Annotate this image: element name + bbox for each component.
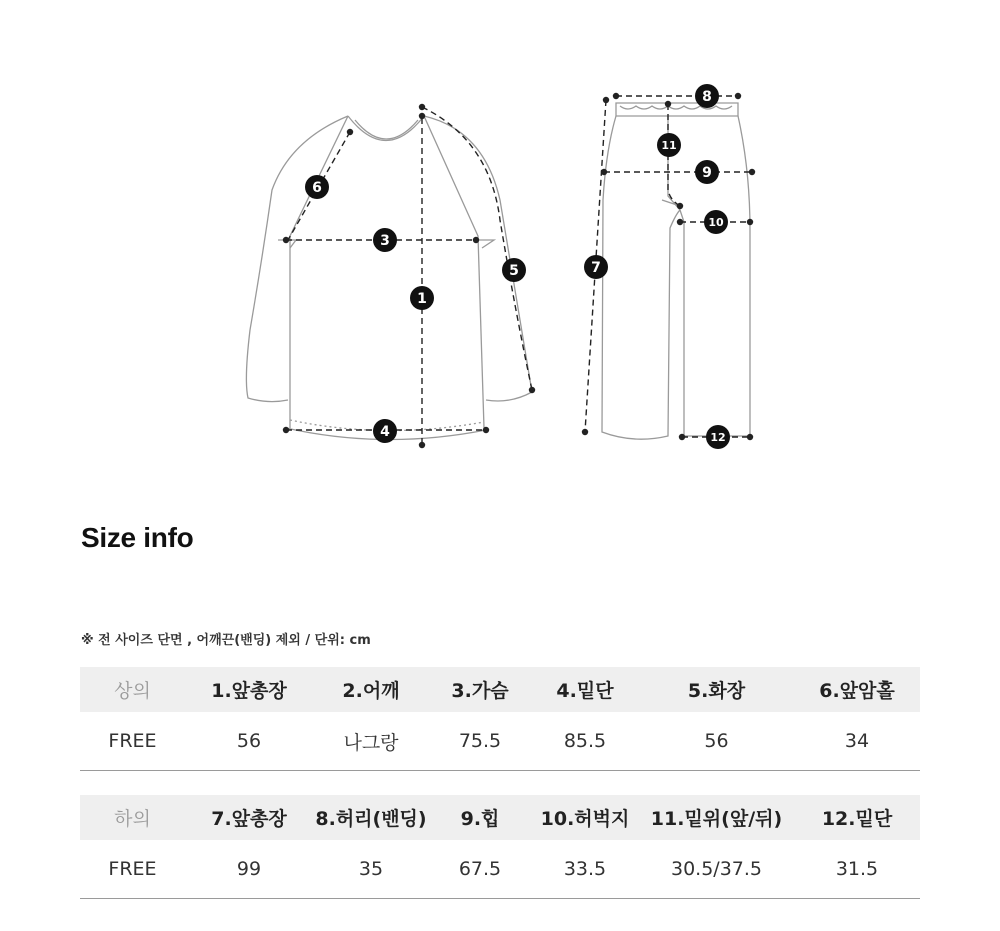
top-garment-drawing bbox=[246, 116, 532, 440]
badge-8 bbox=[695, 84, 719, 108]
badge-7 bbox=[584, 255, 608, 279]
header-category: 상의 bbox=[114, 680, 151, 702]
badge-5 bbox=[502, 258, 526, 282]
header-cell: 3.가슴 bbox=[451, 680, 509, 702]
table-cell: 34 bbox=[844, 730, 870, 752]
table-cell: 31.5 bbox=[835, 858, 879, 880]
badge-11 bbox=[657, 133, 681, 157]
svg-text:7: 7 bbox=[591, 260, 601, 276]
badge-6 bbox=[305, 175, 329, 199]
svg-text:3: 3 bbox=[380, 233, 390, 249]
badge-3 bbox=[373, 228, 397, 252]
header-cell: 6.앞암홀 bbox=[819, 680, 895, 702]
header-cell: 1.앞총장 bbox=[211, 680, 287, 702]
table-cell: 35 bbox=[358, 858, 384, 880]
table-cell: 99 bbox=[236, 858, 262, 880]
table-row bbox=[80, 712, 920, 771]
section-title: Size info bbox=[81, 522, 194, 553]
header-cell: 11.밑위(앞/뒤) bbox=[650, 808, 783, 830]
svg-text:4: 4 bbox=[380, 424, 390, 440]
table-cell: FREE bbox=[108, 858, 157, 880]
header-cell: 5.화장 bbox=[687, 680, 746, 702]
badge-4 bbox=[373, 419, 397, 443]
top-size-table bbox=[80, 667, 920, 771]
header-cell: 2.어깨 bbox=[342, 680, 400, 702]
svg-text:1: 1 bbox=[417, 291, 427, 307]
header-cell: 7.앞총장 bbox=[211, 808, 287, 830]
svg-text:12: 12 bbox=[710, 431, 726, 444]
svg-text:5: 5 bbox=[509, 263, 519, 279]
table-cell: 30.5/37.5 bbox=[670, 858, 762, 880]
badge-12 bbox=[706, 425, 730, 449]
badge-10 bbox=[704, 210, 728, 234]
header-cell: 12.밑단 bbox=[821, 808, 893, 830]
header-cell: 10.허벅지 bbox=[540, 808, 630, 830]
table-header-row bbox=[80, 795, 920, 840]
svg-text:11: 11 bbox=[661, 139, 677, 152]
svg-text:6: 6 bbox=[312, 180, 322, 196]
table-row bbox=[80, 840, 920, 899]
table-cell: 56 bbox=[704, 730, 729, 752]
badge-1 bbox=[410, 286, 434, 310]
header-cell: 4.밑단 bbox=[556, 680, 614, 702]
badge-9 bbox=[695, 160, 719, 184]
table-cell: 56 bbox=[236, 730, 262, 752]
svg-text:10: 10 bbox=[708, 216, 724, 229]
table-header-row bbox=[80, 667, 920, 712]
svg-text:9: 9 bbox=[702, 165, 712, 181]
table-cell: 나그랑 bbox=[343, 731, 399, 754]
top-measure-dots bbox=[283, 104, 535, 448]
measurement-note: ※ 전 사이즈 단면 , 어깨끈(밴딩) 제외 / 단위: cm bbox=[81, 633, 371, 648]
top-measure-lines bbox=[286, 107, 532, 444]
table-cell: 85.5 bbox=[563, 730, 607, 752]
table-cell: 67.5 bbox=[458, 858, 502, 880]
table-cell: FREE bbox=[108, 730, 157, 752]
bottom-size-table bbox=[80, 795, 920, 899]
header-cell: 9.힙 bbox=[460, 808, 500, 830]
header-cell: 8.허리(밴딩) bbox=[315, 808, 427, 830]
header-category: 하의 bbox=[114, 808, 151, 830]
svg-text:8: 8 bbox=[702, 89, 712, 105]
table-cell: 33.5 bbox=[563, 858, 607, 880]
table-cell: 75.5 bbox=[458, 730, 502, 752]
